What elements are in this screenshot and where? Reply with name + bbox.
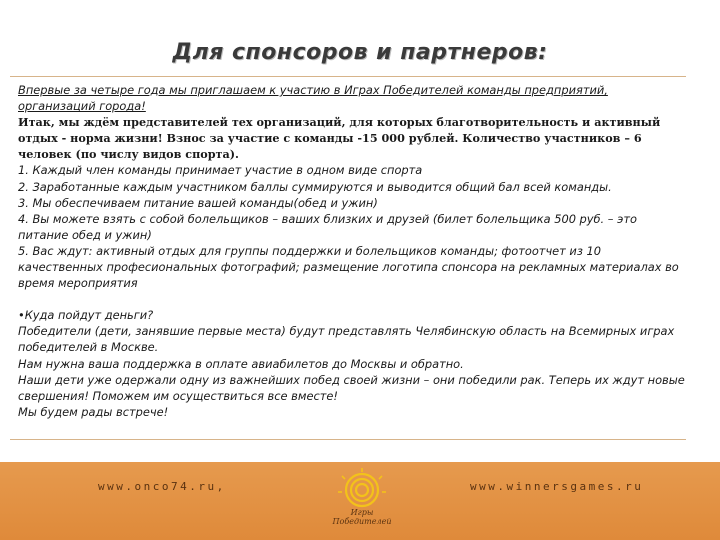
intro-line: Впервые за четыре года мы приглашаем к участию в Играх Победителей команды предприятий, [18,83,608,97]
intro-line: организаций города! [18,99,146,114]
page-title: Для спонсоров и партнеров: [172,40,548,65]
money-heading: •Куда пойдут деньги? [18,308,154,323]
sun-logo-icon [330,468,394,512]
footer-bar [0,462,720,540]
winnersgames-link[interactable]: www.winnersgames.ru [470,480,644,493]
fee-paragraph: Итак, мы ждём представителей тех организаций, для которых благотворительность и активный отдых - норма жизни! Взнос за участие с команды -15 000 рублей. Количество участников – 6 человек (по числу видов спорта). [18,115,661,162]
list-item: 1. Каждый член команды принимает участие в одном виде спорта [18,163,423,178]
list-item: 4. Вы можете взять с собой болельщиков – ваших близких и друзей (билет болельщика 500 руб. – это питание обед и ужин) [18,211,637,242]
content-body [18,82,686,420]
money-line: Наши дети уже одержали одну из важнейших побед своей жизни – они победили рак. Теперь их ждут новые свершения! Поможем им осуществиться все вместе! [18,372,685,403]
money-line: Победители (дети, занявшие первые места) будут представлять Челябинскую область на Всемирных играх победителей в Москве. [18,324,675,355]
list-item: 2. Заработанные каждым участником баллы суммируются и выводится общий бал всей команды. [18,179,612,194]
spacer [18,291,686,307]
winners-games-logo [330,468,394,526]
closing-line: Мы будем рады встрече! [18,404,169,419]
list-item: 3. Мы обеспечиваем питание вашей команды(обед и ужин) [18,195,378,210]
logo-caption: Игры Победителей [332,508,392,526]
onco74-link[interactable]: www.onco74.ru, [98,480,226,493]
list-item: 5. Вас ждут: активный отдых для группы поддержки и болельщиков команды; фотоотчет из 10 качественных професиональных фотографий; размещение логотипа спонсора на рекламных материалах во время мероприятия [18,243,679,291]
money-line: Нам нужна ваша поддержка в оплате авиабилетов до Москвы и обратно. [18,356,464,371]
